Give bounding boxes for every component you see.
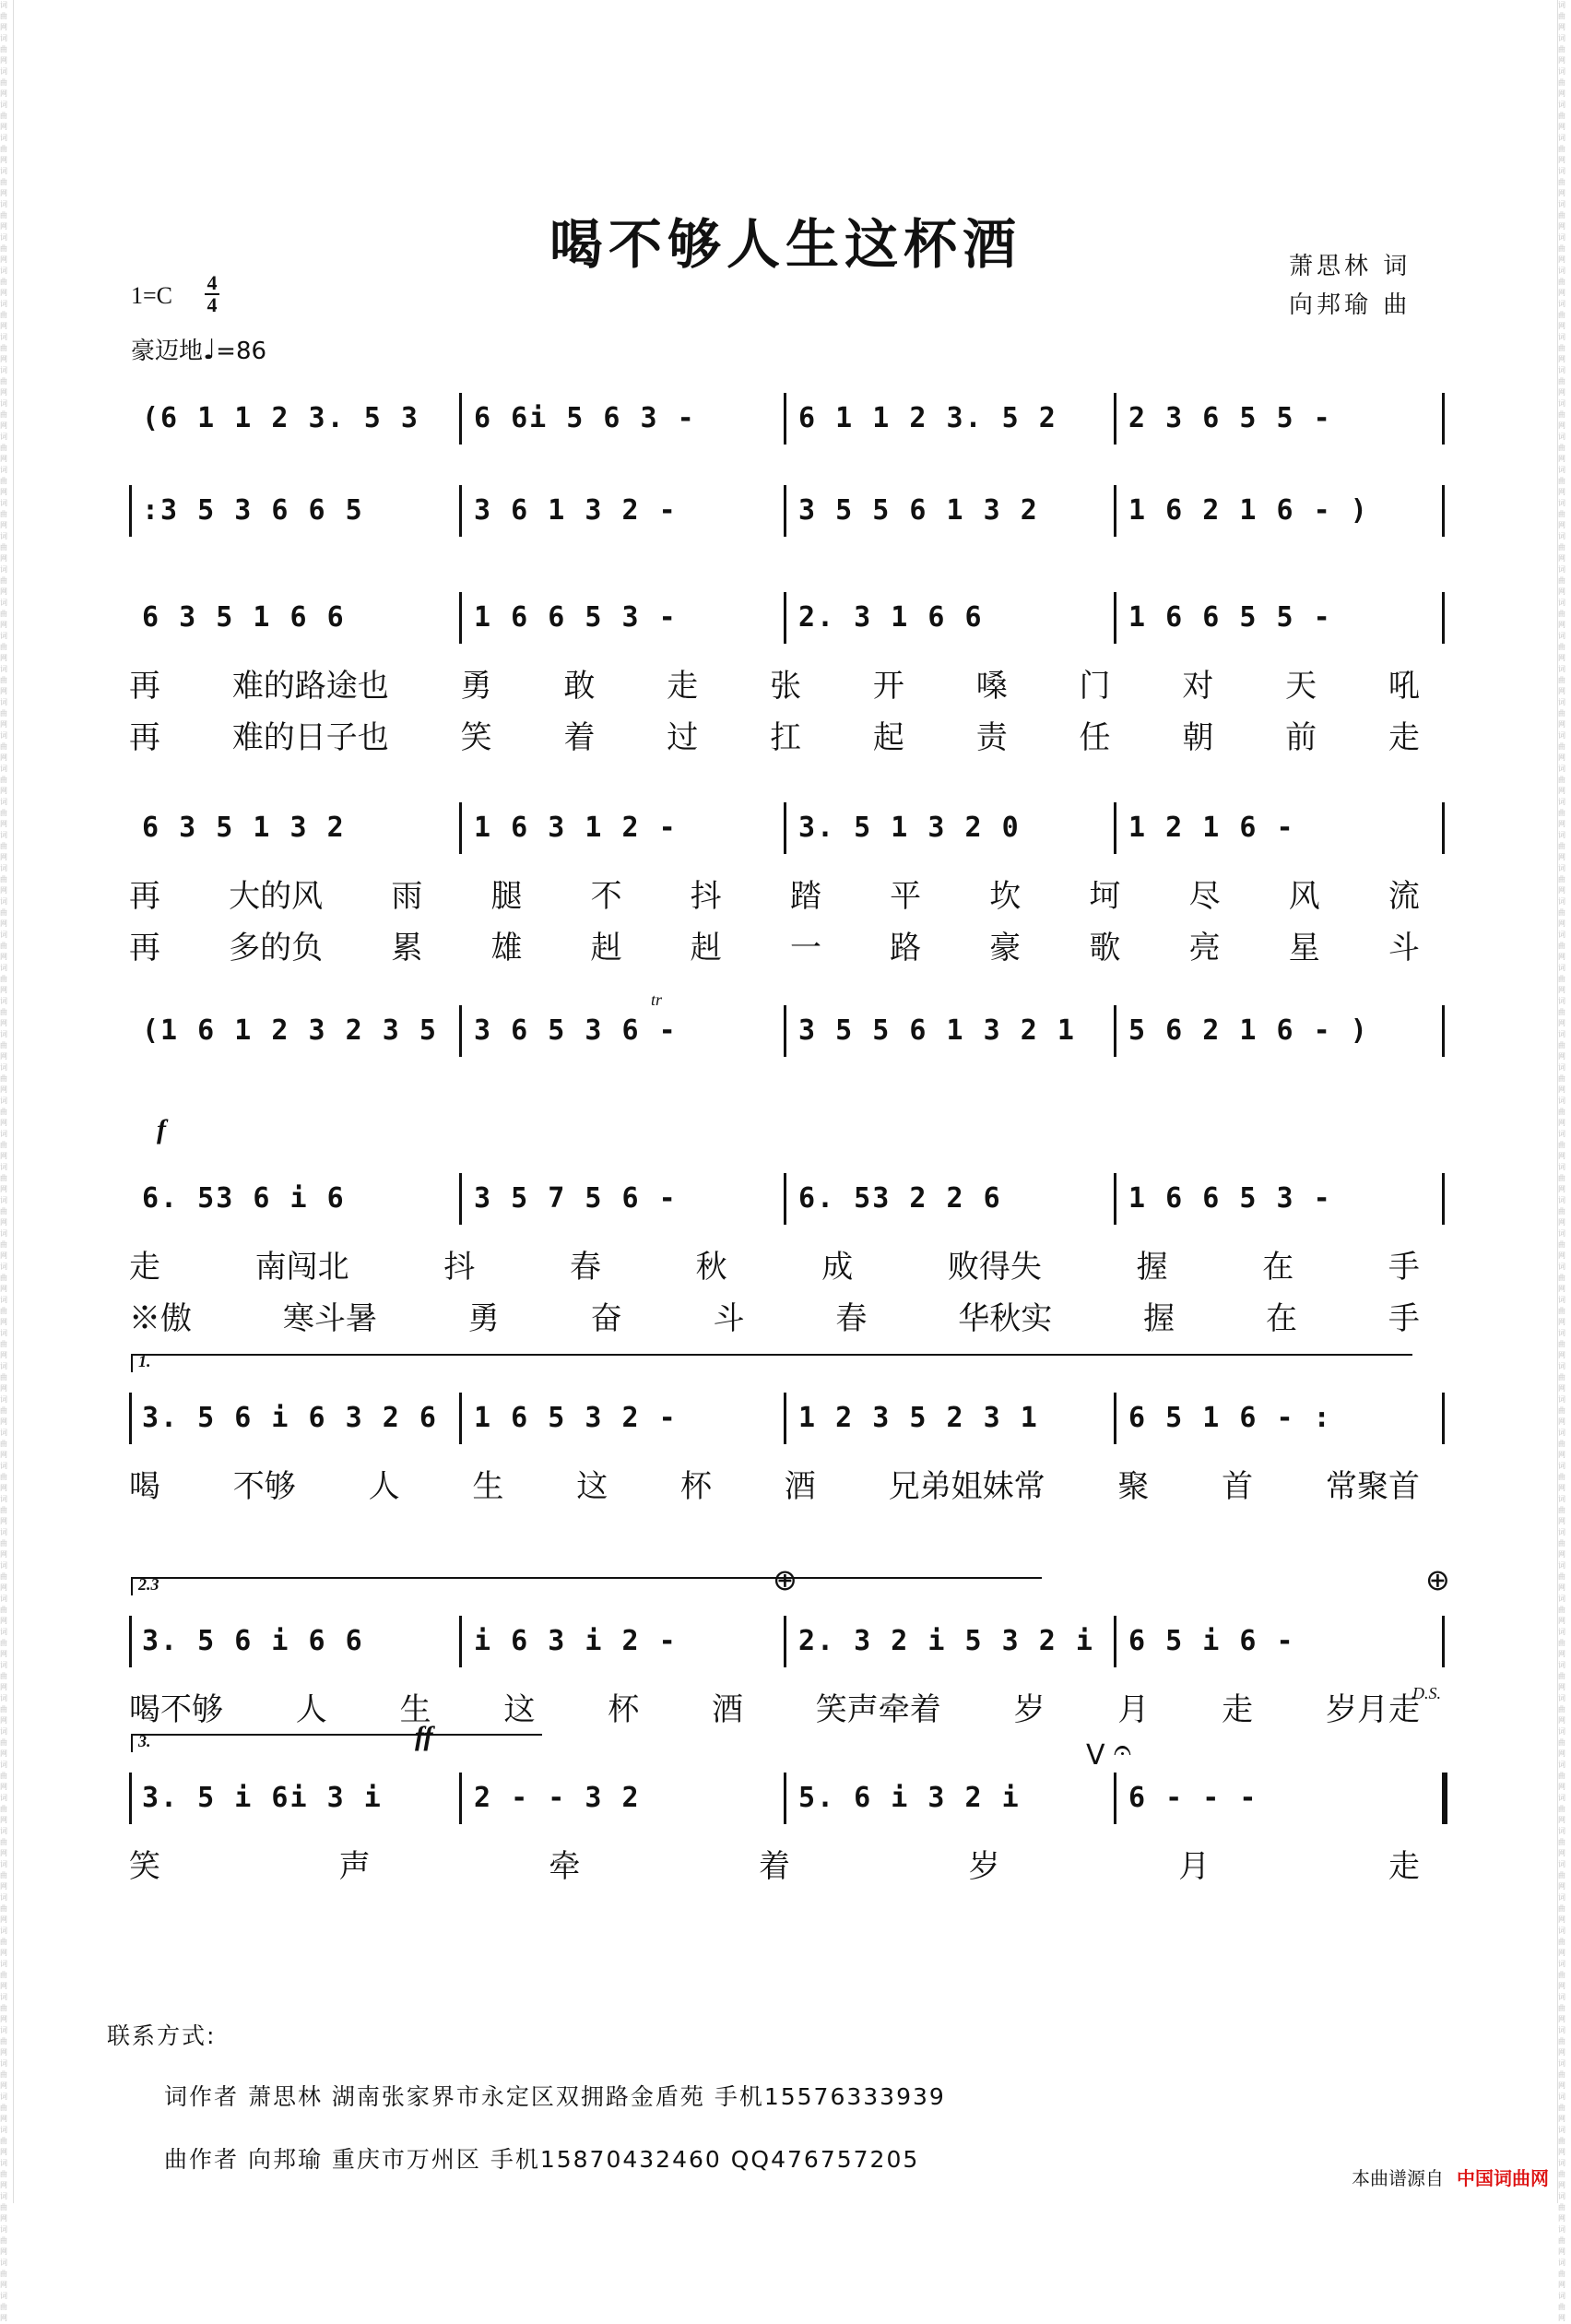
measure-notes: 6 5 1 6 - : xyxy=(1128,1402,1332,1434)
composer-contact: 曲作者 向邦瑜 重庆市万州区 手机15870432460 QQ476757205 xyxy=(164,2146,920,2173)
barline xyxy=(129,1773,132,1824)
lyric-word: 坷 xyxy=(1089,878,1121,915)
lyric-word: 生 xyxy=(472,1468,504,1505)
lyric-word: 门 xyxy=(1079,668,1111,705)
measure-notes: 6. 53 2 2 6 xyxy=(798,1182,1002,1215)
lyric-word: 再 xyxy=(129,930,160,966)
lyric-line xyxy=(129,871,1420,916)
lyric-word: 朝 xyxy=(1182,719,1214,756)
lyric-line xyxy=(129,1241,1420,1286)
lyric-word: 平 xyxy=(890,878,922,915)
barline xyxy=(784,393,786,445)
lyric-word: 春 xyxy=(569,1249,601,1286)
coda-mark-2: ⊕ xyxy=(1425,1562,1450,1597)
measure-notes: 3 5 7 5 6 - xyxy=(474,1182,678,1215)
lyric-word: 歌 xyxy=(1089,930,1121,966)
volta-label: 1. xyxy=(138,1352,151,1370)
lyric-word: 南闯北 xyxy=(254,1249,349,1286)
lyric-line xyxy=(129,1461,1420,1506)
lyric-word: 路 xyxy=(890,930,922,966)
barline xyxy=(459,1173,462,1225)
measure-notes: 6 6i 5 6 3 - xyxy=(474,402,696,434)
barline xyxy=(459,1393,462,1444)
measure-notes: i 6 3 i 2 - xyxy=(474,1625,678,1657)
lyric-word: 喝 xyxy=(129,1468,160,1505)
lyric-line xyxy=(129,660,1420,706)
barline xyxy=(1442,1393,1445,1444)
lyric-word: 勇 xyxy=(460,668,492,705)
lyric-word: 风 xyxy=(1288,878,1320,915)
lyric-word: 走 xyxy=(1388,719,1420,756)
lyric-word: 生 xyxy=(399,1691,431,1728)
lyric-word: 这 xyxy=(503,1691,536,1728)
lyric-word: 前 xyxy=(1285,719,1317,756)
lyric-word: 华秋实 xyxy=(958,1300,1053,1337)
lyric-line xyxy=(129,1684,1420,1729)
lyric-word: 人 xyxy=(368,1468,400,1505)
lyric-word: 斗 xyxy=(1388,930,1420,966)
lyric-word: 首 xyxy=(1222,1468,1254,1505)
lyric-word: 牵 xyxy=(549,1848,581,1885)
measure-notes: 3 5 5 6 1 3 2 xyxy=(798,494,1039,527)
lyric-word: 岁月走 xyxy=(1325,1691,1420,1728)
lyric-word: 握 xyxy=(1136,1249,1168,1286)
right-margin-watermark: 词曲网词曲网词曲网词曲网词曲网词曲网词曲网词曲网词曲网词曲网词曲网词曲网词曲网词曲网词曲网词曲网词曲网词曲网词曲网词曲网词曲网词曲网词曲网词曲网词曲网词曲网词曲网词曲网词曲网词曲网词曲网词曲网词曲网词曲网词曲网词曲网词曲网词曲网词曲网词曲网词曲网词曲网词曲网词曲网词曲网词曲网词曲网词曲网词曲网词曲网词曲网词曲网词曲网词曲网词曲网词曲网词曲网词曲网词曲网词曲网词曲网词曲网词曲网词曲网词曲网词曲网词曲网词曲网词曲网词曲网 xyxy=(1557,0,1571,2203)
lyric-word: 大的风 xyxy=(229,878,324,915)
lyric-word: 坎 xyxy=(989,878,1022,915)
lyric-word: 过 xyxy=(667,719,699,756)
measure-notes: 1 6 2 1 6 - ) xyxy=(1128,494,1369,527)
lyric-word: 走 xyxy=(667,668,699,705)
measure-notes: 1 2 1 6 - xyxy=(1128,812,1295,844)
barline xyxy=(1442,1773,1447,1824)
volta-label: 2.3 xyxy=(138,1575,159,1594)
trill-mark: tr xyxy=(651,990,663,1009)
lyric-word: 手 xyxy=(1388,1300,1420,1337)
composer-credit: 向邦瑜 曲 xyxy=(1289,291,1412,319)
lyricist-credit: 萧思林 词 xyxy=(1289,253,1412,280)
measure-notes: 1 6 5 3 2 - xyxy=(474,1402,678,1434)
measure-notes: 1 2 3 5 2 3 1 xyxy=(798,1402,1039,1434)
lyric-word: 踏 xyxy=(789,878,821,915)
lyric-word: 败得失 xyxy=(947,1249,1042,1286)
barline xyxy=(1114,1173,1116,1225)
lyric-word: 酒 xyxy=(784,1468,816,1505)
lyric-word: 吼 xyxy=(1388,668,1420,705)
barline xyxy=(129,1616,132,1667)
lyric-word: 豪 xyxy=(989,930,1022,966)
barline xyxy=(1114,1393,1116,1444)
measure-notes: 3. 5 1 3 2 0 xyxy=(798,812,1021,844)
measure-notes: 3. 5 6 i 6 3 2 6 xyxy=(142,1402,438,1434)
lyric-line xyxy=(129,712,1420,757)
lyric-word: 兄弟姐妹常 xyxy=(888,1468,1045,1505)
lyricist-contact: 词作者 萧思林 湖南张家界市永定区双拥路金盾苑 手机15576333939 xyxy=(164,2083,946,2110)
lyric-word: 流 xyxy=(1388,878,1420,915)
fortissimo-mark: ff xyxy=(415,1721,433,1751)
lyric-word: 笑声牵着 xyxy=(815,1691,941,1728)
lyric-word: 天 xyxy=(1285,668,1317,705)
lyric-word: 笑 xyxy=(129,1848,160,1885)
lyric-word: 岁 xyxy=(968,1848,1000,1885)
measure-notes: 2 - - 3 2 xyxy=(474,1782,641,1814)
lyric-word: 声 xyxy=(338,1848,371,1885)
lyric-word: 抖 xyxy=(690,878,722,915)
measure-notes: 2 3 6 5 5 - xyxy=(1128,402,1332,434)
lyric-word: 手 xyxy=(1388,1249,1420,1286)
measure-notes: 3 5 5 6 1 3 2 1 xyxy=(798,1014,1076,1047)
forte-mark: f xyxy=(157,1114,166,1144)
lyric-word: 在 xyxy=(1262,1249,1294,1286)
lyric-line xyxy=(129,1841,1420,1886)
barline xyxy=(459,592,462,644)
watermark-source: 本曲谱源自 xyxy=(1352,2167,1444,2189)
lyric-word: 这 xyxy=(576,1468,608,1505)
fermata-mark: 𝄐 xyxy=(1114,1732,1131,1769)
song-title: 喝不够人生这杯酒 xyxy=(549,213,1022,276)
dal-segno-mark: D.S. xyxy=(1412,1684,1441,1702)
measure-notes: 1 6 6 5 3 - xyxy=(474,601,678,634)
barline xyxy=(459,1616,462,1667)
barline xyxy=(459,802,462,854)
measure-notes: 1 6 6 5 3 - xyxy=(1128,1182,1332,1215)
lyric-word: 腿 xyxy=(490,878,523,915)
lyric-word: 杯 xyxy=(679,1468,712,1505)
time-signature: 4 4 xyxy=(205,273,219,315)
measure-notes: 3. 5 i 6i 3 i xyxy=(142,1782,383,1814)
barline xyxy=(784,485,786,537)
lyric-word: 在 xyxy=(1266,1300,1297,1337)
barline xyxy=(1114,1616,1116,1667)
breath-mark: V xyxy=(1086,1739,1105,1772)
barline xyxy=(1114,592,1116,644)
lyric-word: 月 xyxy=(1117,1691,1150,1728)
contact-label: 联系方式: xyxy=(107,2022,217,2049)
lyric-word: 勇 xyxy=(467,1300,500,1337)
lyric-word: 再 xyxy=(129,719,160,756)
barline xyxy=(1114,1773,1116,1824)
barline xyxy=(1442,485,1445,537)
lyric-word: ※傲 xyxy=(129,1300,192,1337)
measure-notes: 6 3 5 1 6 6 xyxy=(142,601,346,634)
lyric-word: 抖 xyxy=(443,1249,476,1286)
barline xyxy=(1114,802,1116,854)
measure-notes: :3 5 3 6 6 5 xyxy=(142,494,364,527)
lyric-word: 嗓 xyxy=(975,668,1008,705)
measure-notes: 3 6 1 3 2 - xyxy=(474,494,678,527)
volta-label: 3. xyxy=(138,1732,151,1750)
barline xyxy=(1442,1616,1445,1667)
lyric-word: 多的负 xyxy=(229,930,324,966)
lyric-word: 走 xyxy=(129,1249,160,1286)
lyric-word: 张 xyxy=(770,668,802,705)
barline xyxy=(1442,393,1445,445)
barline xyxy=(459,1005,462,1057)
barline xyxy=(784,1616,786,1667)
lyric-line xyxy=(129,1293,1420,1338)
lyric-word: 开 xyxy=(872,668,904,705)
measure-notes: 6 3 5 1 3 2 xyxy=(142,812,346,844)
lyric-word: 难的日子也 xyxy=(231,719,389,756)
barline xyxy=(1442,592,1445,644)
watermark-site: 中国词曲网 xyxy=(1457,2167,1549,2189)
tempo-marking: 豪迈地♩=86 xyxy=(131,334,267,366)
lyric-word: 笑 xyxy=(460,719,492,756)
lyric-word: 扛 xyxy=(770,719,802,756)
lyric-word: 难的路途也 xyxy=(231,668,389,705)
lyric-word: 成 xyxy=(821,1249,854,1286)
measure-notes: 5 6 2 1 6 - ) xyxy=(1128,1014,1369,1047)
barline xyxy=(784,1173,786,1225)
lyric-word: 赳 xyxy=(590,930,622,966)
lyric-line xyxy=(129,922,1420,967)
volta-bracket xyxy=(131,1734,542,1752)
barline xyxy=(1114,485,1116,537)
lyric-word: 岁 xyxy=(1013,1691,1045,1728)
barline xyxy=(1114,393,1116,445)
barline xyxy=(459,1773,462,1824)
lyric-word: 雨 xyxy=(391,878,423,915)
measure-notes: 6. 53 6 i 6 xyxy=(142,1182,346,1215)
barline xyxy=(129,1393,132,1444)
measure-notes: 2. 3 2 i 5 3 2 i xyxy=(798,1625,1094,1657)
barline xyxy=(1442,1173,1445,1225)
coda-mark-1: ⊕ xyxy=(773,1562,797,1597)
lyric-word: 杯 xyxy=(608,1691,640,1728)
measure-notes: 3. 5 6 i 6 6 xyxy=(142,1625,364,1657)
lyric-word: 再 xyxy=(129,878,160,915)
lyric-word: 不够 xyxy=(232,1468,296,1505)
lyric-word: 一 xyxy=(789,930,821,966)
lyric-word: 责 xyxy=(975,719,1008,756)
lyric-word: 星 xyxy=(1288,930,1320,966)
measure-notes: 6 1 1 2 3. 5 2 xyxy=(798,402,1057,434)
measure-notes: 6 - - - xyxy=(1128,1782,1258,1814)
lyric-word: 起 xyxy=(872,719,904,756)
barline xyxy=(1442,1005,1445,1057)
lyric-word: 走 xyxy=(1388,1848,1420,1885)
lyric-word: 尽 xyxy=(1188,878,1221,915)
barline xyxy=(784,1393,786,1444)
lyric-word: 斗 xyxy=(713,1300,745,1337)
barline xyxy=(784,592,786,644)
lyric-word: 对 xyxy=(1182,668,1214,705)
lyric-word: 寒斗暑 xyxy=(282,1300,377,1337)
lyric-word: 人 xyxy=(295,1691,327,1728)
lyric-word: 着 xyxy=(758,1848,790,1885)
lyric-word: 聚 xyxy=(1117,1468,1150,1505)
measure-notes: 1 6 3 1 2 - xyxy=(474,812,678,844)
measure-notes: 6 5 i 6 - xyxy=(1128,1625,1295,1657)
barline xyxy=(459,393,462,445)
barline xyxy=(129,485,132,537)
lyric-word: 奋 xyxy=(590,1300,622,1337)
barline xyxy=(459,485,462,537)
measure-notes: 1 6 6 5 5 - xyxy=(1128,601,1332,634)
measure-notes: (1 6 1 2 3 2 3 5 xyxy=(142,1014,438,1047)
volta-bracket xyxy=(131,1577,1042,1595)
measure-notes: (6 1 1 2 3. 5 3 xyxy=(142,402,419,434)
lyric-word: 喝不够 xyxy=(129,1691,223,1728)
measure-notes: 2. 3 1 6 6 xyxy=(798,601,984,634)
lyric-word: 雄 xyxy=(490,930,523,966)
barline xyxy=(784,802,786,854)
lyric-word: 月 xyxy=(1178,1848,1211,1885)
lyric-word: 走 xyxy=(1222,1691,1254,1728)
lyric-word: 任 xyxy=(1079,719,1111,756)
measure-notes: 5. 6 i 3 2 i xyxy=(798,1782,1021,1814)
lyric-word: 春 xyxy=(835,1300,868,1337)
lyric-word: 酒 xyxy=(711,1691,743,1728)
lyric-word: 秋 xyxy=(695,1249,727,1286)
lyric-word: 累 xyxy=(391,930,423,966)
lyric-word: 敢 xyxy=(563,668,596,705)
barline xyxy=(784,1005,786,1057)
lyric-word: 握 xyxy=(1143,1300,1175,1337)
key-signature: 1=C xyxy=(131,282,173,309)
barline xyxy=(1442,802,1445,854)
lyric-word: 常聚首 xyxy=(1325,1468,1420,1505)
lyric-word: 再 xyxy=(129,668,160,705)
lyric-word: 不 xyxy=(590,878,622,915)
lyric-word: 亮 xyxy=(1188,930,1221,966)
measure-notes: 3 6 5 3 6 - xyxy=(474,1014,678,1047)
lyric-word: 赳 xyxy=(690,930,722,966)
barline xyxy=(784,1773,786,1824)
lyric-word: 着 xyxy=(563,719,596,756)
left-margin-watermark: 词曲网词曲网词曲网词曲网词曲网词曲网词曲网词曲网词曲网词曲网词曲网词曲网词曲网词曲网词曲网词曲网词曲网词曲网词曲网词曲网词曲网词曲网词曲网词曲网词曲网词曲网词曲网词曲网词曲网词曲网词曲网词曲网词曲网词曲网词曲网词曲网词曲网词曲网词曲网词曲网词曲网词曲网词曲网词曲网词曲网词曲网词曲网词曲网词曲网词曲网词曲网词曲网词曲网词曲网词曲网词曲网词曲网词曲网词曲网词曲网词曲网词曲网词曲网词曲网词曲网词曲网词曲网词曲网词曲网词曲网 xyxy=(0,0,14,2203)
volta-bracket xyxy=(131,1354,1412,1372)
barline xyxy=(1114,1005,1116,1057)
